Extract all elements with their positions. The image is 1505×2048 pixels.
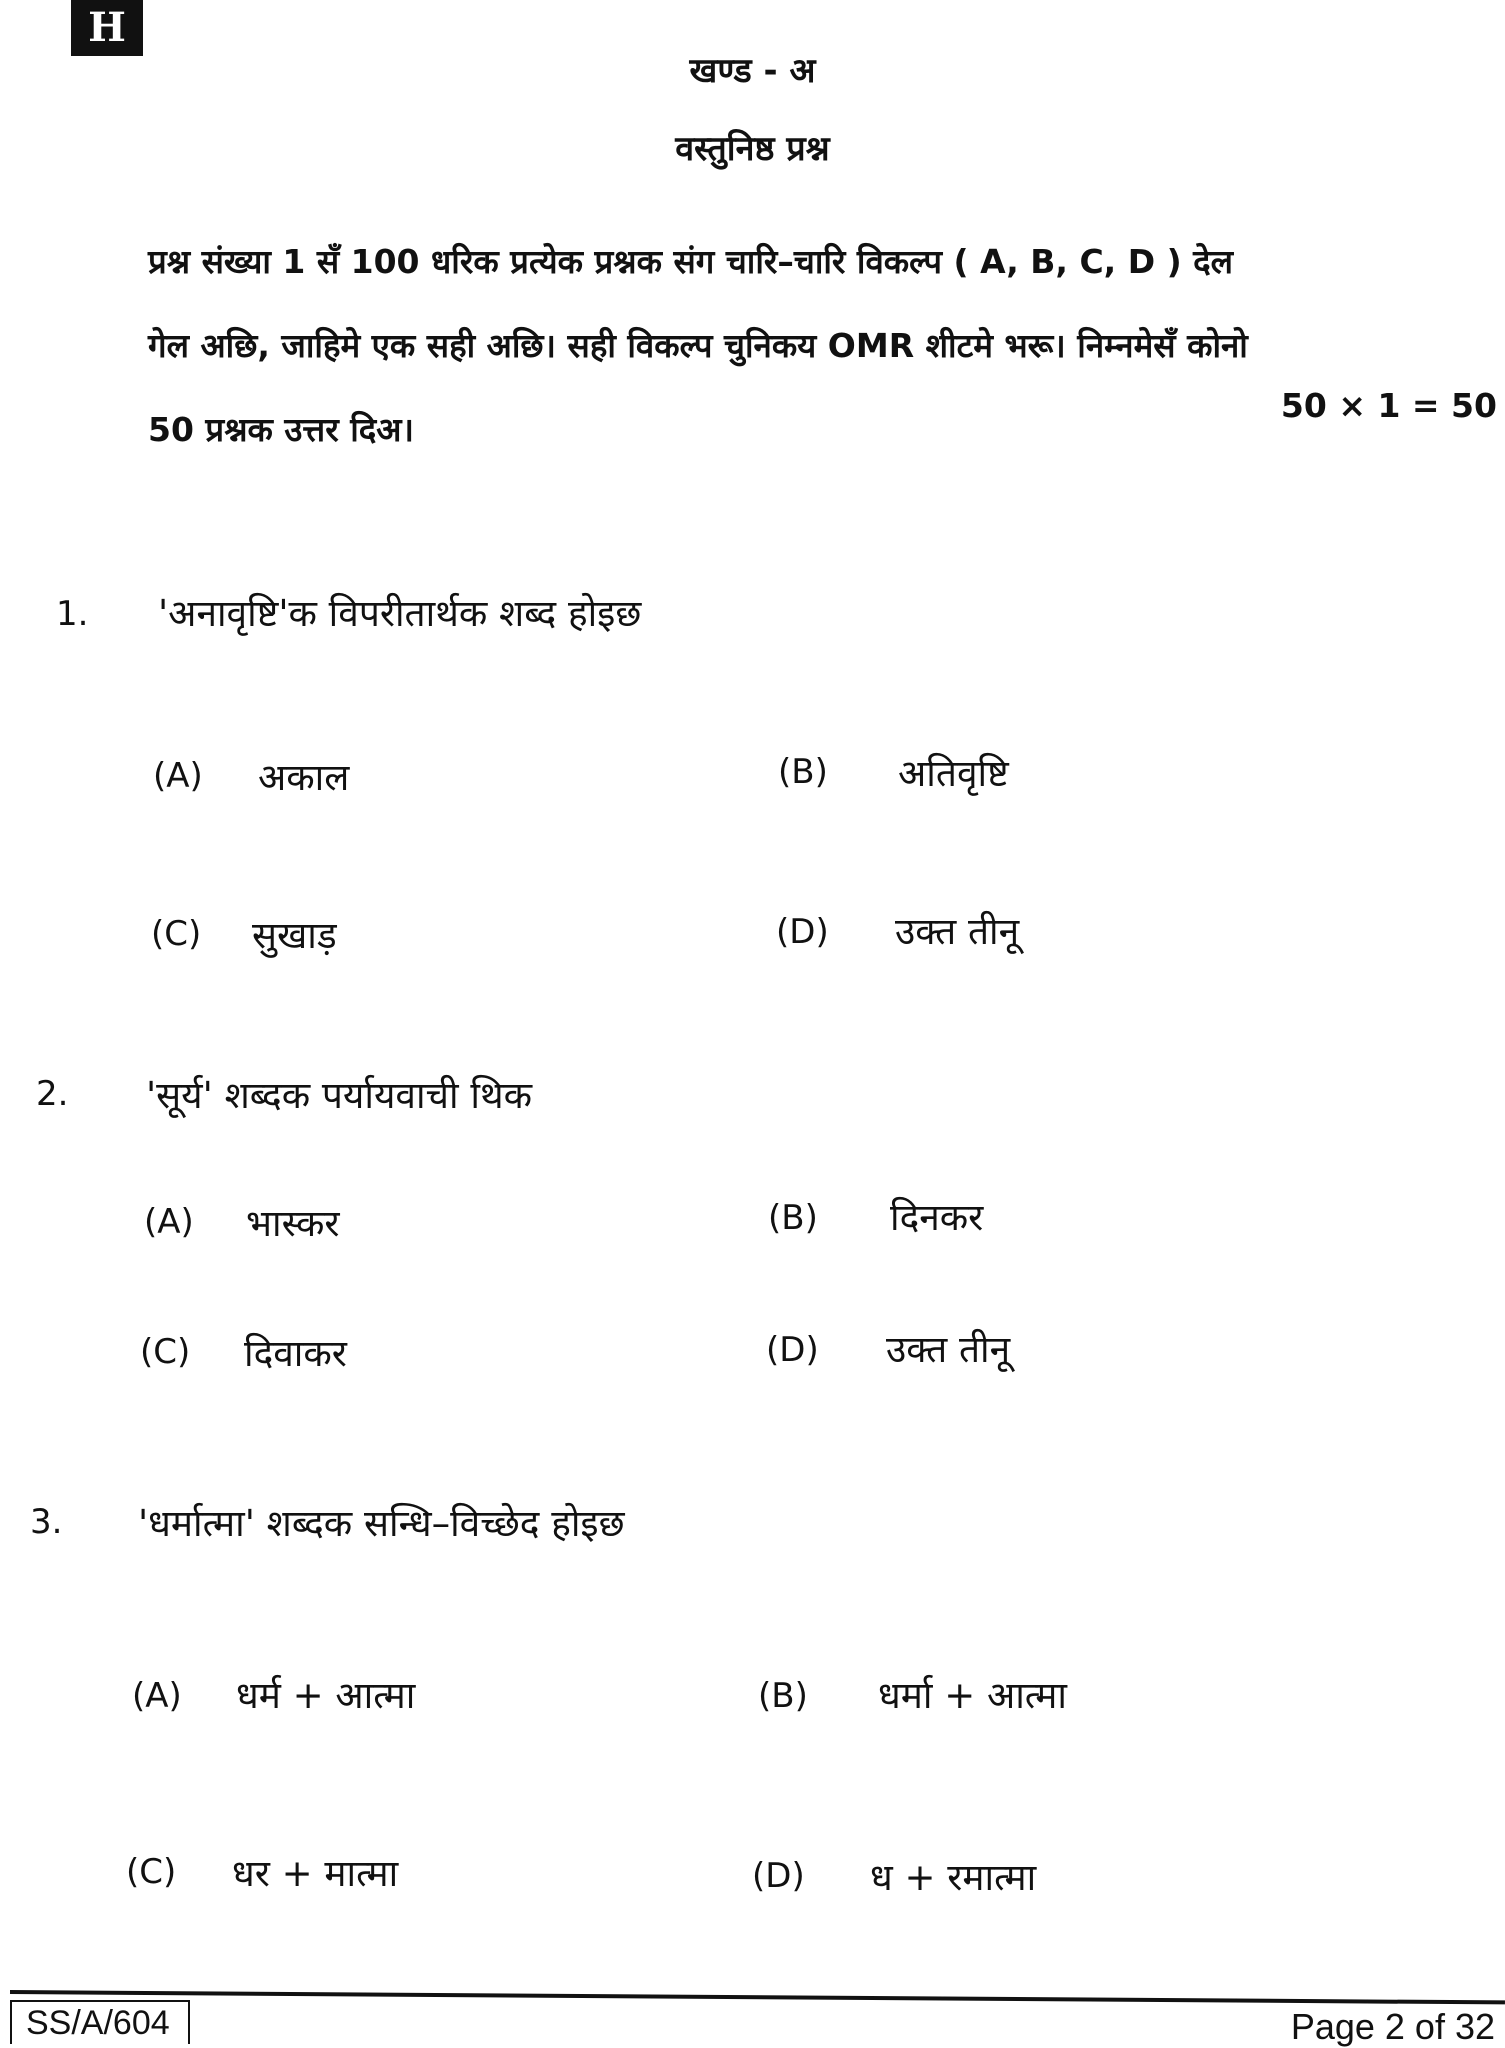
- option-label: (C): [151, 914, 202, 954]
- option-label: (C): [126, 1852, 177, 1892]
- option-text: भास्कर: [246, 1202, 340, 1245]
- section-subtitle: वस्तुनिष्ठ प्रश्न: [675, 129, 830, 169]
- option-text: उक्त तीनू: [886, 1328, 1011, 1371]
- question-number: 2.: [36, 1074, 69, 1114]
- option-label: (D): [776, 912, 829, 952]
- option-label: (C): [140, 1332, 191, 1372]
- paper-code: SS/A/604: [10, 2000, 190, 2044]
- option-label: (D): [766, 1330, 819, 1370]
- option-label: (A): [132, 1676, 182, 1716]
- option-text: दिवाकर: [244, 1332, 347, 1375]
- question-text: 'धर्मात्मा' शब्दक सन्धि–विच्छेद होइछ: [138, 1502, 625, 1545]
- option-text: ध + रमात्मा: [870, 1856, 1037, 1899]
- option-text: सुखाड़: [252, 914, 337, 957]
- instruction-line-3: 50 प्रश्नक उत्तर दिअ।: [148, 410, 415, 449]
- option-text: उक्त तीनू: [895, 910, 1020, 953]
- option-text: धर्मा + आत्मा: [878, 1674, 1067, 1717]
- marks-allocation: 50 × 1 = 50: [1280, 386, 1497, 425]
- option-label: (B): [758, 1676, 808, 1716]
- option-text: धर + मात्मा: [232, 1852, 399, 1895]
- option-text: धर्म + आत्मा: [236, 1674, 416, 1717]
- option-label: (B): [778, 752, 828, 792]
- question-number: 3.: [30, 1502, 63, 1542]
- set-badge: H: [71, 0, 143, 56]
- question-text: 'सूर्य' शब्दक पर्यायवाची थिक: [146, 1074, 533, 1117]
- question-number: 1.: [56, 594, 89, 634]
- instruction-line-1: प्रश्न संख्या 1 सँ 100 धरिक प्रत्येक प्रश्नक संग चारि–चारि विकल्प ( A, B, C, D ) देल: [148, 242, 1234, 281]
- option-label: (D): [752, 1856, 805, 1896]
- question-text: 'अनावृष्टि'क विपरीतार्थक शब्द होइछ: [158, 592, 642, 635]
- option-label: (B): [768, 1198, 818, 1238]
- option-label: (A): [153, 756, 203, 796]
- option-label: (A): [144, 1202, 194, 1242]
- option-text: दिनकर: [890, 1196, 984, 1239]
- option-text: अतिवृष्टि: [898, 752, 1009, 795]
- section-title: खण्ड - अ: [689, 51, 816, 91]
- option-text: अकाल: [258, 756, 350, 799]
- page-number: Page 2 of 32: [1290, 2006, 1495, 2047]
- instruction-line-2: गेल अछि, जाहिमे एक सही अछि। सही विकल्प चुनिकय OMR शीटमे भरू। निम्नमेसँ कोनो: [148, 326, 1248, 365]
- footer-rule: [10, 1990, 1505, 2004]
